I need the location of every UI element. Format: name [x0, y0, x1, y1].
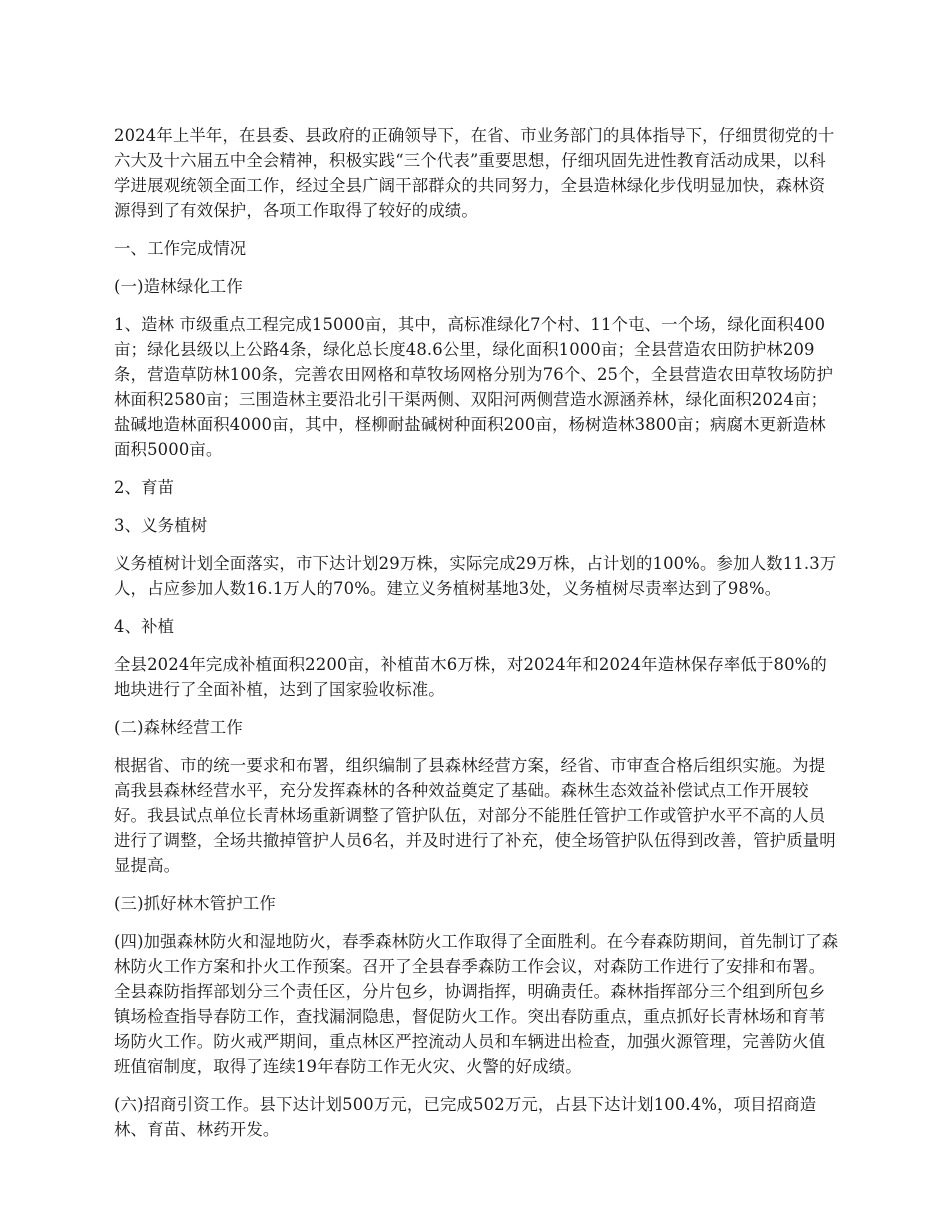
- item-heading-replanting: 4、补植: [114, 617, 175, 636]
- subsection-heading-afforestation: (一)造林绿化工作: [114, 277, 243, 296]
- item-heading-seedlings: 2、育苗: [114, 478, 175, 497]
- forest-management-paragraph: 根据省、市的统一要求和布署，组织编制了县森林经营方案，经省、市审查合格后组织实施。为提高我县森林经营水平，充分发挥森林的各种效益奠定了基础。森林生态效益补偿试点工作开展较好。我县试点单位长青林场重新调整了管护队伍，对部分不能胜任管护工作或管护水平不高的人员进行了调整，全场共撤掉管护人员6名，并及时进行了补充，使全场管护队伍得到改善，管护质量明显提高。: [114, 756, 836, 875]
- subsection-heading-tree-protection: (三)抓好林木管护工作: [114, 894, 276, 913]
- item-heading-voluntary-planting: 3、义务植树: [114, 516, 208, 535]
- voluntary-planting-paragraph: 义务植树计划全面落实，市下达计划29万株，实际完成29万株，占计划的100%。参加人数11.3万人，占应参加人数16.1万人的70%。建立义务植树基地3处，义务植树尽责率达到了98%。: [114, 554, 837, 598]
- replanting-paragraph: 全县2024年完成补植面积2200亩，补植苗木6万株，对2024年和2024年造林保存率低于80%的地块进行了全面补植，达到了国家验收标准。: [114, 655, 827, 699]
- section-heading-work-completion: 一、工作完成情况: [114, 239, 247, 258]
- subsection-heading-forest-management: (二)森林经营工作: [114, 718, 243, 737]
- fire-prevention-paragraph: (四)加强森林防火和湿地防火，春季森林防火工作取得了全面胜利。在今春森防期间，首先制订了森林防火工作方案和扑火工作预案。召开了全县春季森防工作会议，对森防工作进行了安排和布署。全县森防指挥部划分三个责任区，分片包乡，协调指挥，明确责任。森林指挥部分三个组到所包乡镇场检查指导春防工作，查找漏洞隐患，督促防火工作。突出春防重点，重点抓好长青林场和育苇场防火工作。防火戒严期间，重点林区严控流动人员和车辆进出检查，加强火源管理，完善防火值班值宿制度，取得了连续19年春防工作无火灾、火警的好成绩。: [114, 932, 839, 1076]
- afforestation-paragraph: 1、造林 市级重点工程完成15000亩，其中，高标准绿化7个村、11个屯、一个场，绿化面积400亩；绿化县级以上公路4条，绿化总长度48.6公里，绿化面积1000亩；全县营造农田防护林209条，营造草防林100条，完善农田网格和草牧场网格分别为76个、25个，全县营造农田草牧场防护林面积2580亩；三围造林主要沿北引干渠两侧、双阳河两侧营造水源涵养林，绿化面积2024亩；盐碱地造林面积4000亩，其中，柽柳耐盐碱树种面积200亩，杨树造林3800亩；病腐木更新造林面积5000亩。: [114, 315, 834, 459]
- document-body: [114, 123, 840, 1155]
- intro-paragraph: 2024年上半年，在县委、县政府的正确领导下，在省、市业务部门的具体指导下，仔细贯彻党的十六大及十六届五中全会精神，积极实践“三个代表”重要思想，仔细巩固先进性教育活动成果，以科学进展观统领全面工作，经过全县广阔干部群众的共同努力，全县造林绿化步伐明显加快，森林资源得到了有效保护，各项工作取得了较好的成绩。: [114, 126, 835, 220]
- investment-paragraph: (六)招商引资工作。县下达计划500万元，已完成502万元，占县下达计划100.4%，项目招商造林、育苗、林药开发。: [114, 1095, 817, 1139]
